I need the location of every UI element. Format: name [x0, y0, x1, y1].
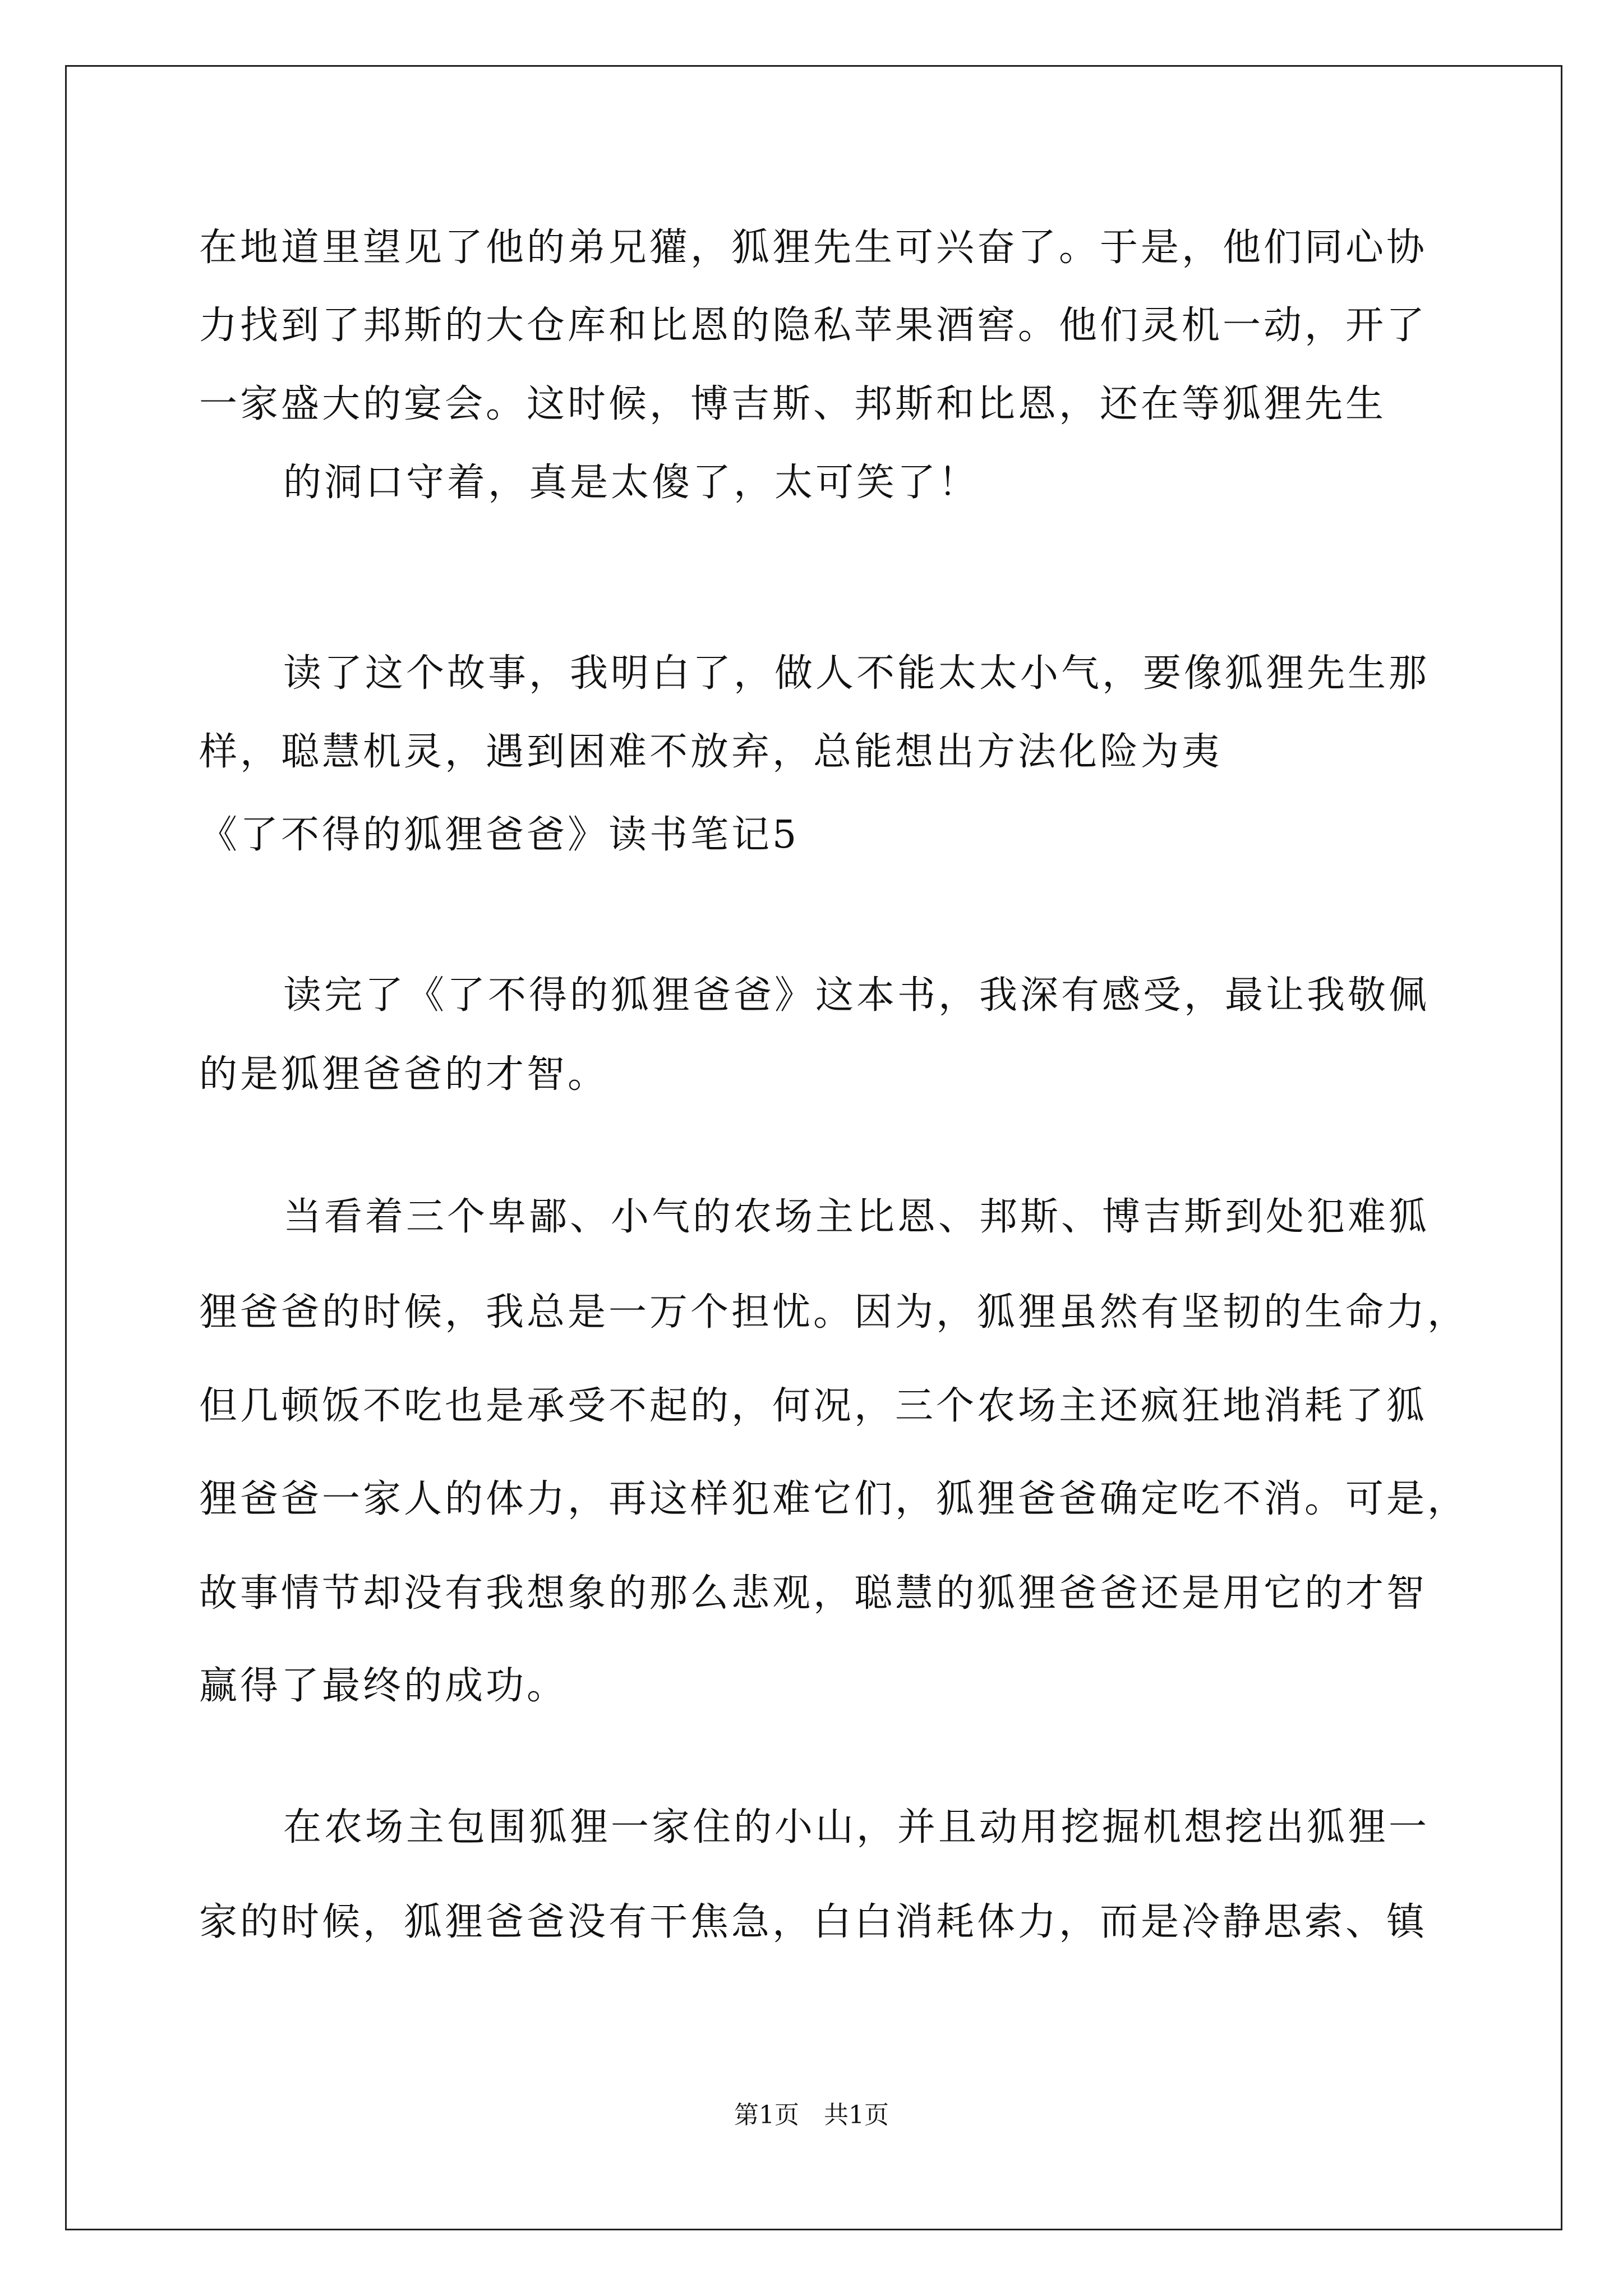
text-line: 但几顿饭不吃也是承受不起的，何况，三个农场主还疯狂地消耗了狐 [199, 1384, 1428, 1428]
text-line: 在地道里望见了他的弟兄獾，狐狸先生可兴奋了。于是，他们同心协 [199, 226, 1428, 270]
section-heading: 《了不得的狐狸爸爸》读书笔记5 [199, 813, 800, 857]
text-line: 狸爸爸一家人的体力，再这样犯难它们，狐狸爸爸确定吃不消。可是， [199, 1477, 1469, 1521]
text-line: 赢得了最终的成功。 [199, 1664, 568, 1708]
text-line: 家的时候，狐狸爸爸没有干焦急，白白消耗体力，而是冷静思索、镇 [199, 1900, 1428, 1944]
text-line: 力找到了邦斯的大仓库和比恩的隐私苹果酒窖。他们灵机一动，开了 [199, 303, 1428, 348]
text-line: 读了这个故事，我明白了，做人不能太太小气，要像狐狸先生那 [283, 651, 1430, 696]
text-line: 在农场主包围狐狸一家住的小山，并且动用挖掘机想挖出狐狸一 [283, 1805, 1430, 1849]
text-line: 读完了《了不得的狐狸爸爸》这本书，我深有感受，最让我敬佩 [283, 973, 1430, 1018]
text-line: 的是狐狸爸爸的才智。 [199, 1052, 609, 1097]
text-line: 一家盛大的宴会。这时候，博吉斯、邦斯和比恩，还在等狐狸先生 [199, 382, 1387, 426]
text-line: 的洞口守着，真是太傻了，太可笑了！ [283, 461, 980, 505]
text-line: 狸爸爸的时候，我总是一万个担忧。因为，狐狸虽然有坚韧的生命力， [199, 1290, 1469, 1335]
text-line: 当看着三个卑鄙、小气的农场主比恩、邦斯、博吉斯到处犯难狐 [283, 1195, 1430, 1239]
text-line: 样，聪慧机灵，遇到困难不放弃，总能想出方法化险为夷 [199, 730, 1223, 774]
page-number: 第1页 共1页 [734, 2101, 889, 2129]
text-line: 故事情节却没有我想象的那么悲观，聪慧的狐狸爸爸还是用它的才智 [199, 1571, 1428, 1616]
